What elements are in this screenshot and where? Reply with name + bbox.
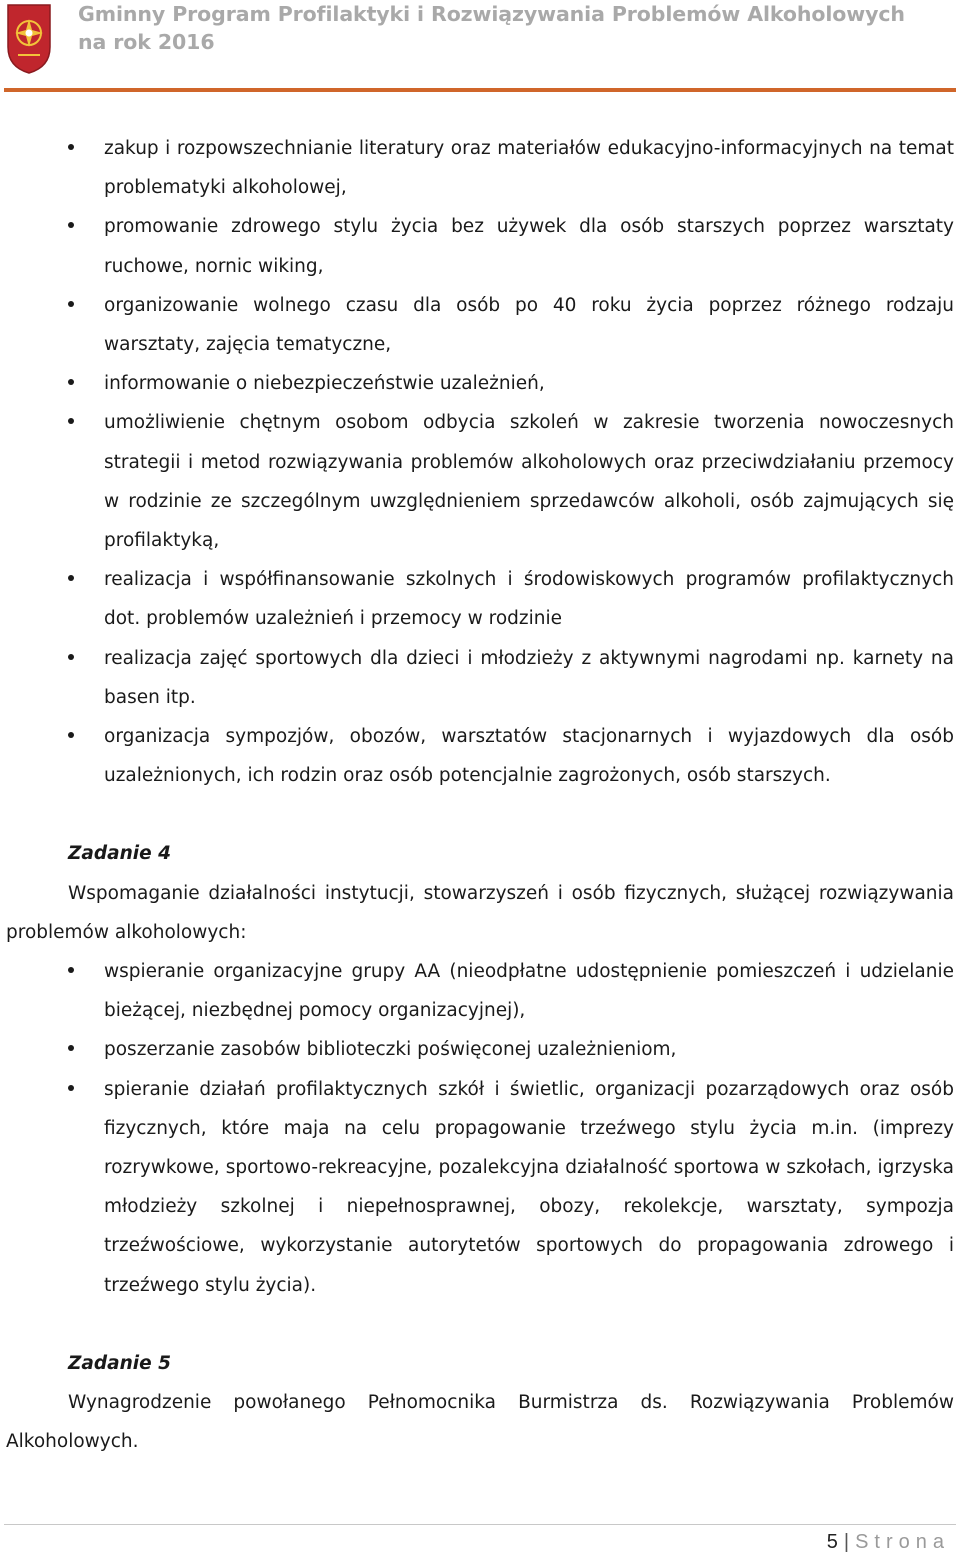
document-header-title [78, 0, 958, 56]
bullet-icon [68, 575, 74, 581]
header-title-line-1: Gminny Program Profilaktyki i Rozwiązywania Problemów Alkoholowych [78, 2, 905, 26]
bullet-icon [68, 1045, 74, 1051]
page-header [0, 0, 960, 96]
header-title-line-2: na rok 2016 [78, 30, 215, 54]
bullet-icon [68, 654, 74, 660]
section-heading-zadanie-4: Zadanie 4 [68, 843, 171, 865]
bullet-icon [68, 379, 74, 385]
footer-separator: | [843, 1531, 850, 1553]
footer-divider [4, 1524, 956, 1525]
list-item: zakup i rozpowszechnianie literatury oraz materiałów edukacyjno-informacyjnych na temat problematyki alkoholowej, [0, 129, 960, 207]
coat-of-arms-icon [6, 3, 52, 75]
list-item: poszerzanie zasobów biblioteczki poświęconej uzależnieniom, [0, 1030, 960, 1069]
list-item: realizacja i współfinansowanie szkolnych i środowiskowych programów profilaktycznych dot. problemów uzależnień i przemocy w rodzinie [0, 560, 960, 638]
list-item: spieranie działań profilaktycznych szkół i świetlic, organizacji pozarządowych oraz osób fizycznych, które maja na celu propagowanie trzeźwego stylu życia m.in. (imprezy rozrywkowe, sportowo-rekreacyjne, pozalekcyjna działalność sportowa w szkołach, igrzyska młodzieży szkolnej i niepełnosprawnej, obozy, rekolekcje, warsztaty, sympozja trzeźwościowe, wykorzystanie autorytetów sportowych do propagowania zdrowego i trzeźwego stylu życia). [0, 1070, 960, 1305]
list-item: informowanie o niebezpieczeństwie uzależnień, [0, 364, 960, 403]
section-intro-paragraph: Wspomaganie działalności instytucji, stowarzyszeń i osób fizycznych, służącej rozwiązywania problemów alkoholowych: [6, 882, 954, 943]
page-label: Strona [855, 1531, 950, 1553]
bullet-icon [68, 967, 74, 973]
list-item: organizacja sympozjów, obozów, warsztatów stacjonarnych i wyjazdowych dla osób uzależnionych, ich rodzin oraz osób potencjalnie zagrożonych, osób starszych. [0, 717, 960, 795]
bullet-icon [68, 418, 74, 424]
list-item: promowanie zdrowego stylu życia bez używek dla osób starszych poprzez warsztaty ruchowe, nornic wiking, [0, 207, 960, 285]
list-item: wspieranie organizacyjne grupy AA (nieodpłatne udostępnienie pomieszczeń i udzielanie bieżącej, niezbędnej pomocy organizacyjnej), [0, 952, 960, 1030]
section-heading-zadanie-5: Zadanie 5 [68, 1352, 171, 1374]
bullet-icon [68, 1085, 74, 1091]
list-item: organizowanie wolnego czasu dla osób po 40 roku życia poprzez różnego rodzaju warsztaty, zajęcia tematyczne, [0, 286, 960, 364]
document-body [0, 129, 960, 1462]
bullet-icon [68, 301, 74, 307]
bullet-icon [68, 222, 74, 228]
list-item: umożliwienie chętnym osobom odbycia szkoleń w zakresie tworzenia nowoczesnych strategii i metod rozwiązywania problemów alkoholowych oraz przeciwdziałaniu przemocy w rodzinie ze szczególnym uwzględnieniem sprzedawców alkoholi, osób zajmujących się profilaktyką, [0, 403, 960, 560]
zadanie-4-list [0, 952, 960, 1305]
tasks-list [0, 129, 960, 795]
bullet-icon [68, 732, 74, 738]
page-footer [827, 1528, 950, 1556]
list-item: realizacja zajęć sportowych dla dzieci i młodzieży z aktywnymi nagrodami np. karnety na basen itp. [0, 639, 960, 717]
bullet-icon [68, 144, 74, 150]
section-paragraph: Wynagrodzenie powołanego Pełnomocnika Burmistrza ds. Rozwiązywania Problemów Alkoholowych. [6, 1392, 954, 1453]
page-number: 5 [826, 1531, 838, 1553]
header-divider [4, 88, 956, 92]
